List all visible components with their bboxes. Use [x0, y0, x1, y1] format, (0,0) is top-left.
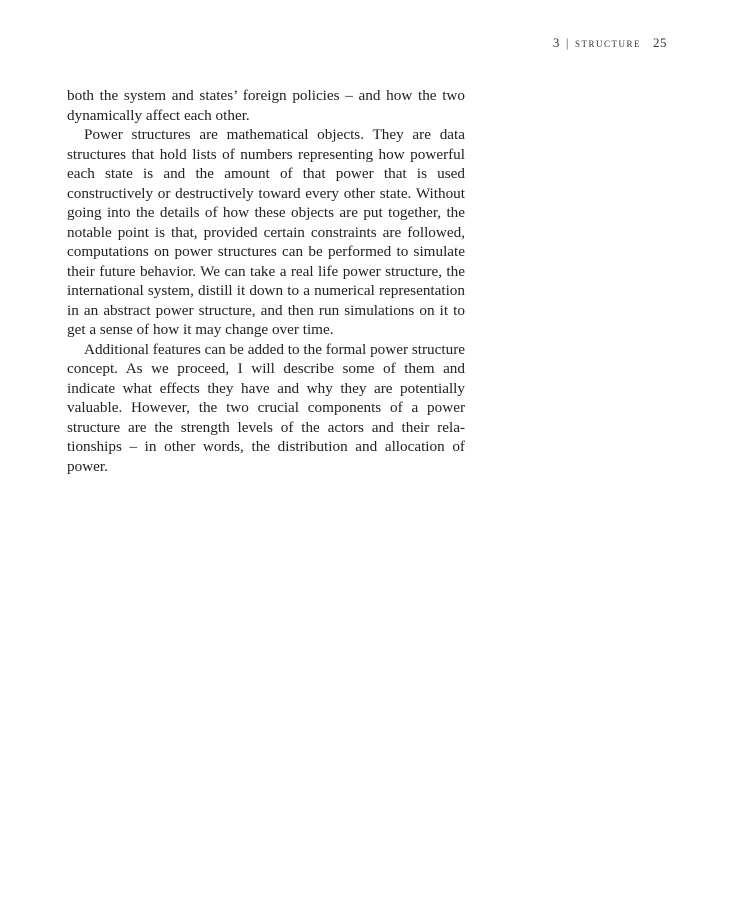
running-header — [553, 35, 667, 51]
chapter-number: 3 — [552, 35, 560, 50]
paragraph-power-structures: Power structures are mathematical objects. They are data structures that hold lists of numbers representing how powerful each state is and the amount of that power that is used constructively or destructively toward every other state. Without going into the details of how these objects are put together, the notable point is that, provided certain constraints are followed, computations on power structures can be performed to simulate their future behavior. We can take a real life power structure, the international system, distill it down to a numerical representation in an abstract power structure, and then run simulations on it to get a sense of how it may change over time. — [67, 126, 465, 338]
paragraph-continuation: both the system and states’ foreign policies – and how the two dynamically affect each other. — [67, 87, 465, 124]
body-text — [67, 86, 465, 476]
header-separator: | — [565, 35, 569, 50]
page-number: 25 — [653, 35, 667, 50]
chapter-title: structure — [574, 35, 641, 50]
paragraph-additional-features: Additional features can be added to the formal power structure concept. As we proceed, I will describe some of them and indicate what effects they have and why they are potentially valuable. However, the two crucial components of a power structure are the strength levels of the actors and their relationships – in other words, the distribution and allocation of power. — [67, 340, 465, 475]
